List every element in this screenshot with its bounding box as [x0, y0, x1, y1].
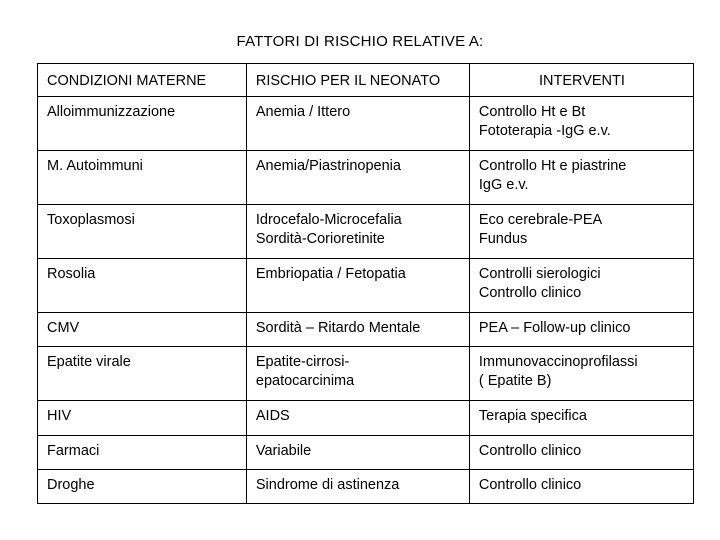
- intervention-cell: Controlli sierologici Controllo clinico: [469, 259, 693, 313]
- intervention-cell: Controllo Ht e piastrine IgG e.v.: [469, 151, 693, 205]
- table-row: [38, 97, 694, 151]
- condition-cell: HIV: [38, 401, 247, 436]
- risk-cell: Variabile: [246, 436, 469, 470]
- risk-cell: Anemia/Piastrinopenia: [246, 151, 469, 205]
- table-row: [38, 401, 694, 436]
- intervention-cell: Controllo clinico: [469, 436, 693, 470]
- condition-cell: Farmaci: [38, 436, 247, 470]
- intervention-cell: PEA – Follow-up clinico: [469, 313, 693, 347]
- intervention-cell: Terapia specifica: [469, 401, 693, 436]
- page-title: FATTORI DI RISCHIO RELATIVE A:: [236, 33, 484, 50]
- intervention-cell: Immunovaccinoprofilassi ( Epatite B): [469, 347, 693, 401]
- table-row: [38, 347, 694, 401]
- risk-factors-table: [37, 63, 694, 504]
- risk-cell: Sordità – Ritardo Mentale: [246, 313, 469, 347]
- table-row: [38, 436, 694, 470]
- risk-cell: Sindrome di astinenza: [246, 470, 469, 504]
- header-interventi: INTERVENTI: [469, 64, 693, 97]
- table-row: [38, 205, 694, 259]
- condition-cell: CMV: [38, 313, 247, 347]
- condition-cell: Toxoplasmosi: [38, 205, 247, 259]
- table-row: [38, 259, 694, 313]
- intervention-cell: Controllo clinico: [469, 470, 693, 504]
- table-row: [38, 151, 694, 205]
- condition-cell: Epatite virale: [38, 347, 247, 401]
- condition-cell: Droghe: [38, 470, 247, 504]
- risk-cell: Anemia / Ittero: [246, 97, 469, 151]
- table-row: [38, 313, 694, 347]
- intervention-cell: Eco cerebrale-PEA Fundus: [469, 205, 693, 259]
- risk-cell: Idrocefalo-Microcefalia Sordità-Corioretinite: [246, 205, 469, 259]
- risk-cell: Embriopatia / Fetopatia: [246, 259, 469, 313]
- header-rischio-neonato: RISCHIO PER IL NEONATO: [246, 64, 469, 97]
- intervention-cell: Controllo Ht e Bt Fototerapia -IgG e.v.: [469, 97, 693, 151]
- risk-cell: AIDS: [246, 401, 469, 436]
- risk-cell: Epatite-cirrosi- epatocarcinima: [246, 347, 469, 401]
- condition-cell: Alloimmunizzazione: [38, 97, 247, 151]
- table-row: [38, 470, 694, 504]
- header-condizioni-materne: CONDIZIONI MATERNE: [38, 64, 247, 97]
- table-header-row: [38, 64, 694, 97]
- condition-cell: Rosolia: [38, 259, 247, 313]
- condition-cell: M. Autoimmuni: [38, 151, 247, 205]
